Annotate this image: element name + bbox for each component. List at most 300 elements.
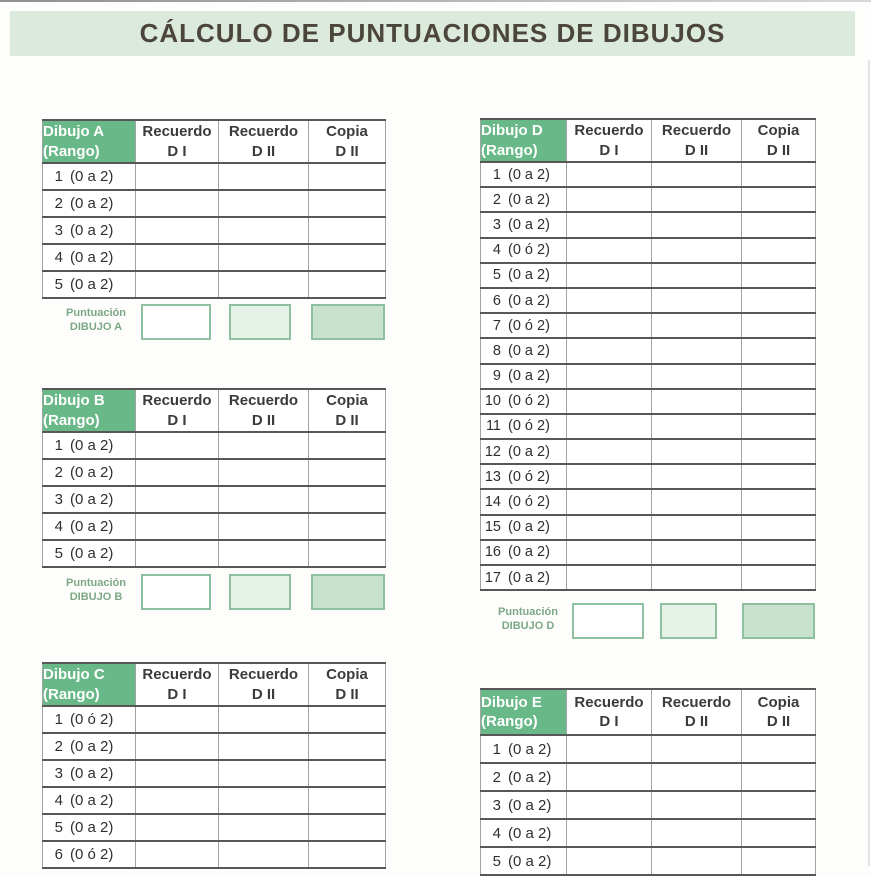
table-subtitle: (Rango) — [43, 142, 100, 160]
table-c-title-cell — [43, 663, 136, 706]
table-row — [481, 238, 816, 263]
empty-score-cell — [652, 735, 742, 763]
empty-score-cell — [219, 163, 309, 190]
empty-score-cell — [309, 787, 386, 814]
row-item-range: (0 ó 2) — [508, 317, 550, 334]
scan-right-edge-line — [868, 60, 870, 866]
column-header-recuerdo-d1: Recuerdo D I — [136, 663, 219, 706]
row-item-number: 5 — [492, 267, 501, 284]
score-label: Puntuación DIBUJO D — [498, 606, 558, 633]
row-item-label — [481, 819, 567, 847]
title-banner — [10, 11, 855, 56]
table-header-row — [481, 119, 816, 162]
score-label: Puntuación DIBUJO A — [66, 307, 126, 334]
row-item-number: 9 — [492, 368, 501, 385]
column-header-recuerdo-d1: Recuerdo D I — [567, 689, 652, 735]
score-box-copia-d2 — [742, 603, 815, 639]
row-item-label — [481, 791, 567, 819]
row-item-number: 5 — [54, 276, 63, 293]
table-row — [43, 459, 386, 486]
empty-score-cell — [742, 515, 816, 540]
row-item-range: (0 a 2) — [70, 819, 114, 836]
row-item-range: (0 a 2) — [508, 824, 552, 842]
empty-score-cell — [219, 513, 309, 540]
empty-score-cell — [652, 338, 742, 363]
table-dibujo-d — [480, 118, 815, 591]
row-item-range: (0 a 2) — [70, 491, 114, 508]
empty-score-cell — [742, 338, 816, 363]
table-row — [481, 847, 816, 875]
empty-score-cell — [136, 513, 219, 540]
empty-score-cell — [742, 763, 816, 791]
row-item-range: (0 a 2) — [70, 276, 114, 293]
empty-score-cell — [567, 791, 652, 819]
empty-score-cell — [567, 187, 652, 212]
row-item-label — [43, 459, 136, 486]
table-row — [481, 414, 816, 439]
empty-score-cell — [742, 540, 816, 565]
empty-score-cell — [652, 565, 742, 590]
table-row — [481, 212, 816, 237]
empty-score-cell — [309, 513, 386, 540]
row-item-number: 1 — [492, 166, 501, 183]
column-header-recuerdo-d2: Recuerdo D II — [652, 119, 742, 162]
empty-score-cell — [136, 706, 219, 733]
row-item-number: 16 — [484, 544, 501, 561]
table-title: Dibujo E — [481, 693, 542, 711]
empty-score-cell — [567, 263, 652, 288]
empty-score-cell — [219, 733, 309, 760]
row-item-number: 1 — [54, 711, 63, 728]
table-row — [481, 364, 816, 389]
row-item-number: 13 — [484, 468, 501, 485]
score-label: Puntuación DIBUJO B — [66, 577, 126, 604]
empty-score-cell — [309, 190, 386, 217]
table-row — [43, 217, 386, 244]
row-item-number: 3 — [492, 796, 501, 814]
empty-score-cell — [742, 162, 816, 187]
row-item-number: 12 — [484, 443, 501, 460]
empty-score-cell — [219, 814, 309, 841]
row-item-label — [481, 847, 567, 875]
empty-score-cell — [567, 515, 652, 540]
row-item-label — [481, 464, 567, 489]
table-row — [43, 733, 386, 760]
scan-top-edge-line — [0, 0, 871, 2]
empty-score-cell — [136, 733, 219, 760]
score-box-copia-d2 — [311, 574, 385, 610]
empty-score-cell — [652, 847, 742, 875]
empty-score-cell — [219, 271, 309, 298]
table-header-row — [481, 689, 816, 735]
empty-score-cell — [136, 540, 219, 567]
column-header-recuerdo-d2: Recuerdo D II — [219, 389, 309, 432]
table-b-title-cell — [43, 389, 136, 432]
empty-score-cell — [652, 212, 742, 237]
score-box-recuerdo-d1 — [141, 574, 211, 610]
empty-score-cell — [742, 364, 816, 389]
row-item-label — [43, 163, 136, 190]
row-item-number: 4 — [54, 792, 63, 809]
row-item-label — [481, 540, 567, 565]
table-a-title-cell — [43, 120, 136, 163]
empty-score-cell — [309, 814, 386, 841]
row-item-label — [481, 288, 567, 313]
row-item-number: 3 — [54, 765, 63, 782]
score-section-dibujo-a — [42, 302, 385, 346]
empty-score-cell — [309, 271, 386, 298]
empty-score-cell — [652, 238, 742, 263]
table-row — [43, 841, 386, 868]
empty-score-cell — [652, 515, 742, 540]
row-item-number: 1 — [54, 437, 63, 454]
empty-score-cell — [652, 389, 742, 414]
empty-score-cell — [136, 459, 219, 486]
row-item-label — [43, 244, 136, 271]
row-item-label — [43, 190, 136, 217]
score-section-dibujo-d — [480, 601, 815, 645]
score-box-recuerdo-d2 — [660, 603, 717, 639]
empty-score-cell — [309, 432, 386, 459]
row-item-label — [481, 338, 567, 363]
table-row — [43, 486, 386, 513]
empty-score-cell — [742, 464, 816, 489]
empty-score-cell — [136, 244, 219, 271]
empty-score-cell — [742, 439, 816, 464]
row-item-range: (0 a 2) — [70, 518, 114, 535]
empty-score-cell — [567, 439, 652, 464]
table-row — [481, 338, 816, 363]
empty-score-cell — [742, 263, 816, 288]
row-item-label — [481, 238, 567, 263]
empty-score-cell — [136, 814, 219, 841]
empty-score-cell — [309, 706, 386, 733]
row-item-number: 2 — [54, 195, 63, 212]
column-header-copia-d2: Copia D II — [309, 120, 386, 163]
row-item-range: (0 ó 2) — [508, 494, 550, 511]
row-item-range: (0 a 2) — [508, 368, 550, 385]
row-item-number: 17 — [484, 569, 501, 586]
row-item-label — [43, 540, 136, 567]
row-item-number: 1 — [54, 168, 63, 185]
row-item-range: (0 a 2) — [508, 166, 550, 183]
row-item-number: 5 — [54, 819, 63, 836]
empty-score-cell — [567, 847, 652, 875]
empty-score-cell — [567, 338, 652, 363]
row-item-number: 15 — [484, 519, 501, 536]
row-item-label — [481, 565, 567, 590]
empty-score-cell — [309, 760, 386, 787]
row-item-label — [481, 313, 567, 338]
table-row — [481, 464, 816, 489]
table-row — [481, 288, 816, 313]
row-item-number: 1 — [492, 740, 501, 758]
row-item-number: 4 — [54, 518, 63, 535]
empty-score-cell — [567, 212, 652, 237]
empty-score-cell — [136, 271, 219, 298]
row-item-range: (0 ó 2) — [70, 846, 114, 863]
empty-score-cell — [309, 217, 386, 244]
empty-score-cell — [136, 217, 219, 244]
empty-score-cell — [219, 459, 309, 486]
table-row — [43, 244, 386, 271]
table-title: Dibujo D — [481, 122, 543, 139]
table-header-row — [43, 389, 386, 432]
row-item-range: (0 a 2) — [508, 443, 550, 460]
column-header-copia-d2: Copia D II — [309, 663, 386, 706]
row-item-label — [481, 389, 567, 414]
empty-score-cell — [567, 238, 652, 263]
table-row — [481, 565, 816, 590]
empty-score-cell — [652, 162, 742, 187]
table-subtitle: (Rango) — [481, 713, 538, 730]
row-item-range: (0 a 2) — [70, 168, 114, 185]
row-item-range: (0 ó 2) — [508, 393, 550, 410]
row-item-number: 5 — [492, 852, 501, 870]
row-item-number: 4 — [54, 249, 63, 266]
row-item-range: (0 a 2) — [508, 544, 550, 561]
page-title: CÁLCULO DE PUNTUACIONES DE DIBUJOS — [139, 18, 726, 48]
table-row — [43, 706, 386, 733]
column-header-copia-d2: Copia D II — [742, 689, 816, 735]
empty-score-cell — [742, 791, 816, 819]
table-subtitle: (Rango) — [43, 411, 100, 429]
empty-score-cell — [742, 212, 816, 237]
row-item-label — [481, 263, 567, 288]
table-row — [481, 540, 816, 565]
row-item-number: 10 — [484, 393, 501, 410]
empty-score-cell — [652, 364, 742, 389]
row-item-label — [481, 763, 567, 791]
score-box-recuerdo-d1 — [572, 603, 644, 639]
empty-score-cell — [219, 787, 309, 814]
empty-score-cell — [652, 288, 742, 313]
table-row — [481, 515, 816, 540]
empty-score-cell — [219, 190, 309, 217]
table-row — [43, 787, 386, 814]
table-subtitle: (Rango) — [43, 685, 100, 703]
empty-score-cell — [742, 565, 816, 590]
empty-score-cell — [219, 760, 309, 787]
row-item-range: (0 ó 2) — [508, 242, 550, 259]
column-header-recuerdo-d1: Recuerdo D I — [136, 389, 219, 432]
empty-score-cell — [742, 414, 816, 439]
empty-score-cell — [652, 819, 742, 847]
row-item-number: 2 — [54, 738, 63, 755]
row-item-number: 3 — [54, 222, 63, 239]
row-item-range: (0 a 2) — [508, 267, 550, 284]
empty-score-cell — [136, 787, 219, 814]
empty-score-cell — [567, 162, 652, 187]
row-item-range: (0 a 2) — [508, 292, 550, 309]
row-item-label — [43, 760, 136, 787]
row-item-range: (0 a 2) — [70, 464, 114, 481]
row-item-number: 2 — [492, 768, 501, 786]
row-item-label — [43, 486, 136, 513]
table-row — [43, 432, 386, 459]
empty-score-cell — [742, 313, 816, 338]
empty-score-cell — [742, 238, 816, 263]
column-header-recuerdo-d1: Recuerdo D I — [567, 119, 652, 162]
empty-score-cell — [567, 288, 652, 313]
row-item-label — [481, 414, 567, 439]
row-item-label — [481, 439, 567, 464]
column-header-recuerdo-d2: Recuerdo D II — [219, 663, 309, 706]
empty-score-cell — [742, 819, 816, 847]
table-title: Dibujo C — [43, 666, 105, 683]
empty-score-cell — [219, 244, 309, 271]
empty-score-cell — [309, 244, 386, 271]
empty-score-cell — [219, 432, 309, 459]
table-dibujo-e — [480, 688, 815, 876]
row-item-number: 6 — [492, 292, 501, 309]
score-section-dibujo-b — [42, 572, 385, 616]
row-item-number: 4 — [492, 242, 501, 259]
row-item-number: 5 — [54, 545, 63, 562]
empty-score-cell — [652, 414, 742, 439]
empty-score-cell — [219, 486, 309, 513]
table-row — [481, 187, 816, 212]
row-item-label — [43, 706, 136, 733]
empty-score-cell — [742, 489, 816, 514]
row-item-range: (0 a 2) — [508, 216, 550, 233]
empty-score-cell — [652, 439, 742, 464]
empty-score-cell — [309, 486, 386, 513]
empty-score-cell — [652, 464, 742, 489]
row-item-range: (0 a 2) — [508, 768, 552, 786]
row-item-label — [43, 432, 136, 459]
row-item-range: (0 a 2) — [70, 222, 114, 239]
empty-score-cell — [652, 489, 742, 514]
row-item-label — [43, 787, 136, 814]
row-item-range: (0 a 2) — [70, 249, 114, 266]
empty-score-cell — [742, 735, 816, 763]
row-item-range: (0 ó 2) — [508, 468, 550, 485]
column-header-recuerdo-d2: Recuerdo D II — [219, 120, 309, 163]
row-item-range: (0 a 2) — [70, 195, 114, 212]
empty-score-cell — [567, 313, 652, 338]
empty-score-cell — [219, 841, 309, 868]
table-d-title-cell — [481, 119, 567, 162]
table-row — [481, 489, 816, 514]
row-item-label — [481, 515, 567, 540]
row-item-number: 3 — [492, 216, 501, 233]
row-item-label — [43, 513, 136, 540]
empty-score-cell — [652, 791, 742, 819]
table-row — [43, 163, 386, 190]
empty-score-cell — [219, 217, 309, 244]
table-row — [481, 439, 816, 464]
table-header-row — [43, 120, 386, 163]
empty-score-cell — [567, 540, 652, 565]
row-item-label — [481, 187, 567, 212]
row-item-range: (0 a 2) — [70, 792, 114, 809]
empty-score-cell — [742, 389, 816, 414]
row-item-range: (0 a 2) — [70, 545, 114, 562]
row-item-number: 11 — [485, 418, 501, 435]
empty-score-cell — [567, 763, 652, 791]
table-row — [43, 513, 386, 540]
empty-score-cell — [652, 313, 742, 338]
empty-score-cell — [742, 288, 816, 313]
column-header-recuerdo-d1: Recuerdo D I — [136, 120, 219, 163]
column-header-copia-d2: Copia D II — [742, 119, 816, 162]
table-e-title-cell — [481, 689, 567, 735]
score-box-recuerdo-d1 — [141, 304, 211, 340]
table-dibujo-c — [42, 662, 385, 869]
empty-score-cell — [567, 819, 652, 847]
row-item-range: (0 a 2) — [70, 738, 114, 755]
row-item-number: 2 — [492, 191, 501, 208]
row-item-label — [481, 364, 567, 389]
table-row — [43, 190, 386, 217]
table-dibujo-b — [42, 388, 385, 568]
empty-score-cell — [742, 187, 816, 212]
table-row — [43, 271, 386, 298]
empty-score-cell — [309, 841, 386, 868]
table-row — [481, 819, 816, 847]
empty-score-cell — [652, 763, 742, 791]
empty-score-cell — [219, 706, 309, 733]
table-dibujo-a — [42, 119, 385, 299]
table-row — [481, 791, 816, 819]
empty-score-cell — [309, 540, 386, 567]
empty-score-cell — [309, 733, 386, 760]
table-row — [43, 814, 386, 841]
table-row — [481, 162, 816, 187]
row-item-number: 4 — [492, 824, 501, 842]
row-item-label — [43, 217, 136, 244]
row-item-number: 2 — [54, 464, 63, 481]
empty-score-cell — [136, 190, 219, 217]
empty-score-cell — [567, 735, 652, 763]
empty-score-cell — [652, 540, 742, 565]
empty-score-cell — [309, 459, 386, 486]
row-item-label — [481, 162, 567, 187]
row-item-label — [481, 212, 567, 237]
empty-score-cell — [136, 432, 219, 459]
row-item-number: 14 — [484, 494, 501, 511]
row-item-range: (0 a 2) — [508, 342, 550, 359]
row-item-label — [43, 733, 136, 760]
row-item-label — [43, 814, 136, 841]
table-title: Dibujo B — [43, 392, 105, 409]
table-row — [481, 763, 816, 791]
score-box-copia-d2 — [311, 304, 385, 340]
row-item-range: (0 a 2) — [508, 519, 550, 536]
row-item-label — [481, 735, 567, 763]
score-box-recuerdo-d2 — [229, 574, 291, 610]
column-header-copia-d2: Copia D II — [309, 389, 386, 432]
empty-score-cell — [309, 163, 386, 190]
table-row — [481, 313, 816, 338]
empty-score-cell — [742, 847, 816, 875]
table-subtitle: (Rango) — [481, 141, 538, 159]
empty-score-cell — [567, 364, 652, 389]
empty-score-cell — [136, 486, 219, 513]
empty-score-cell — [136, 760, 219, 787]
column-header-recuerdo-d2: Recuerdo D II — [652, 689, 742, 735]
row-item-range: (0 a 2) — [70, 765, 114, 782]
empty-score-cell — [136, 841, 219, 868]
row-item-range: (0 ó 2) — [508, 418, 550, 435]
row-item-label — [43, 841, 136, 868]
table-row — [481, 263, 816, 288]
score-box-recuerdo-d2 — [229, 304, 291, 340]
row-item-range: (0 a 2) — [508, 191, 550, 208]
row-item-number: 3 — [54, 491, 63, 508]
row-item-number: 7 — [492, 317, 501, 334]
